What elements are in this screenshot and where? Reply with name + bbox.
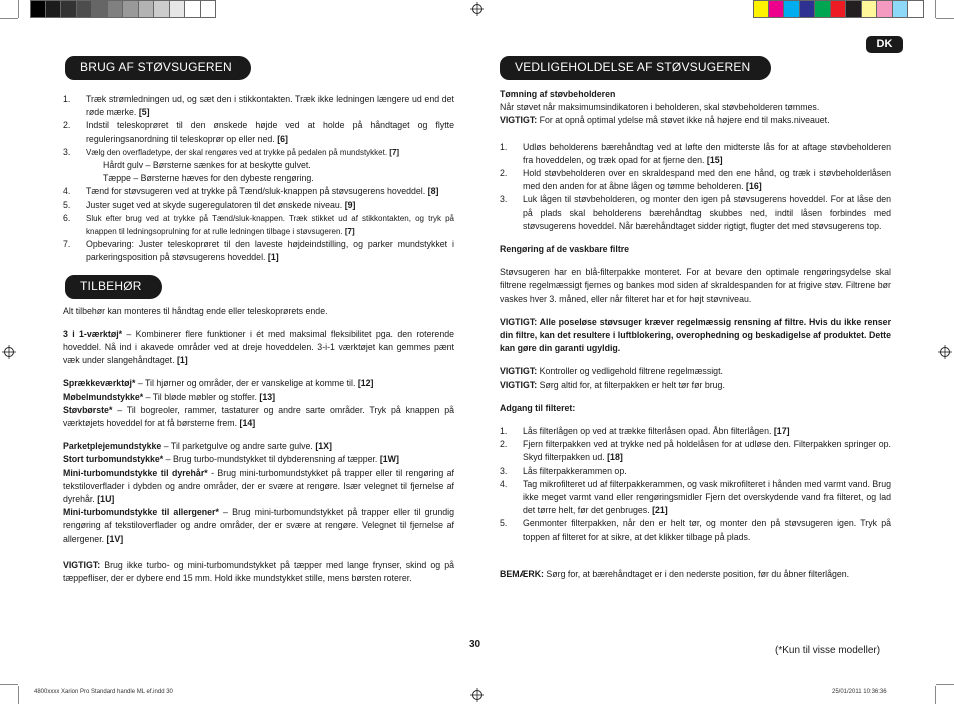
crop-mark <box>18 686 19 704</box>
list-item: 2. Indstil teleskoprøret til den ønskede højde ved at holde på håndtaget og flytte reguleringsanordning til teleskoprør op eller ned. [6] <box>63 120 454 144</box>
usage-steps <box>63 93 454 265</box>
important-note-turbo: VIGTIGT: Brug ikke turbo- og mini-turbomundstykket på tæpper med lange frynser, skind og på tæppefliser, der er dybere end 15 mm. Hold ikke mundstykket stille, mens børsten roterer. <box>63 559 454 584</box>
list-item: 5. Juster suget ved at skyde sugeregulatoren til det ønskede niveau. [9] <box>63 199 356 210</box>
color-swatch <box>769 0 785 18</box>
list-item: 3. Luk lågen til støvbeholderen, og monter den igen på støvsugerens hoveddel. For at låse den på plads skal beholderens bærehåndtag skubbes ned, indtil låsen forbindes med støvsugerens hoveddel. Når bærehåndtaget sidder rigtigt, flugter det med støvsugerens top. <box>500 194 891 231</box>
crop-mark <box>0 18 18 19</box>
color-swatch <box>908 0 924 18</box>
language-badge: DK <box>866 36 903 53</box>
emptying-important: VIGTIGT: For at opnå optimal ydelse må støvet ikke nå højere end til maks.niveauet. <box>500 115 830 126</box>
list-item: 7. Opbevaring: Juster teleskoprøret til den laveste højdeindstilling, og parker mundstykket i parkeringsposition på støvsugerens hoveddel. [1] <box>63 239 454 263</box>
section-header-accessories: TILBEHØR <box>65 275 162 299</box>
filters-warning: VIGTIGT: Alle poseløse støvsuger kræver regelmæssig rensning af filtre. Hvis du ikke renser din filtre, kan det resultere i luftblokering, overophedning og beskadigelse af produktet. Dette kan gøre din garanti ugyldig. <box>500 316 891 354</box>
color-swatch <box>800 0 816 18</box>
color-swatch <box>831 0 847 18</box>
list-item: 6. Sluk efter brug ved at trykke på Tænd/sluk-knappen. Træk stikket ud af stikkontakten, og tryk på knappen til ledningsoprulning for at rulle ledningen tilbage i støvsugeren. [7] <box>63 212 454 237</box>
tool-turbo: Stort turbomundstykke* – Brug turbo-mundstykket til dybderensning af tæpper. [1W] <box>63 454 399 465</box>
list-item: 2. Hold støvbeholderen over en skraldespand med den ene hånd, og træk i støvbeholderlåsen med den anden for at åbne lågen og tømme beholderen. [16] <box>500 168 891 192</box>
section-header-maintenance: VEDLIGEHOLDELSE AF STØVSUGEREN <box>500 56 771 80</box>
color-swatch <box>201 0 217 18</box>
color-swatch <box>108 0 124 18</box>
filter-access-steps <box>500 425 891 544</box>
important-dry-filters: VIGTIGT: Sørg altid for, at filterpakken er helt tør før brug. <box>500 379 725 390</box>
cmyk-color-bar <box>753 0 924 18</box>
registration-mark-icon <box>470 2 484 16</box>
crop-mark <box>936 684 954 685</box>
color-swatch <box>61 0 77 18</box>
color-swatch <box>185 0 201 18</box>
list-item: 1. Træk strømledningen ud, og sæt den i stikkontakten. Træk ikke ledningen længere ud end det røde mærke. [5] <box>63 94 454 118</box>
print-slug-date: 25/01/2011 10:36:36 <box>832 689 887 695</box>
color-swatch <box>154 0 170 18</box>
grayscale-color-bar <box>30 0 216 18</box>
crop-mark <box>935 0 936 18</box>
crop-mark <box>0 684 18 685</box>
color-swatch <box>92 0 108 18</box>
list-item: 4. Tænd for støvsugeren ved at trykke på Tænd/sluk-knappen på støvsugerens hoveddel. [8] <box>63 186 439 197</box>
list-item: 4. Tag mikrofilteret ud af filterpakkerammen, og vask mikrofilteret i hånden med varmt vand. Brug ikke meget varmt vand eller rengøringsmidler Fjern det overskydende vand fra filteret, og lad det tørre helt, før det genbruges. [21] <box>500 478 891 516</box>
crop-mark <box>18 0 19 18</box>
accessories-intro: Alt tilbehør kan monteres til håndtag ende eller teleskoprørets ende. <box>63 305 328 316</box>
registration-mark-icon <box>2 345 16 359</box>
list-sub-item: Hårdt gulv – Børsterne sænkes for at beskytte gulvet. <box>103 160 311 171</box>
color-swatch <box>815 0 831 18</box>
color-swatch <box>123 0 139 18</box>
color-swatch <box>30 0 46 18</box>
subheading-filter-access: Adgang til filteret: <box>500 402 576 413</box>
tool-furniture: Møbelmundstykke* – Til bløde møbler og stoffer. [13] <box>63 391 276 402</box>
registration-mark-icon <box>470 688 484 702</box>
color-swatch <box>893 0 909 18</box>
list-item: 3. Lås filterpakkerammen op. <box>500 465 627 476</box>
note-carry-handle: BEMÆRK: Sørg for, at bærehåndtaget er i den nederste position, før du åbner filterlågen. <box>500 568 850 579</box>
list-sub-item: Tæppe – Børsterne hæves for den dybeste rengøring. <box>103 173 314 184</box>
list-item: 1. Lås filterlågen op ved at trække filterlåsen opad. Åbn filterlågen. [17] <box>500 426 790 437</box>
page-number: 30 <box>469 639 481 650</box>
list-item: 5. Genmonter filterpakken, når den er helt tør, og monter den på støvsugeren igen. Tryk på toppen af filteret for at sikre, at det klikker tilbage på plads. <box>500 518 891 542</box>
emptying-steps <box>500 141 891 233</box>
crop-mark <box>936 18 954 19</box>
color-swatch <box>846 0 862 18</box>
crop-mark <box>935 686 936 704</box>
emptying-intro: Når støvet når maksimumsindikatoren i beholderen, skal støvbeholderen tømmes. <box>500 102 820 113</box>
right-column <box>500 56 891 581</box>
section-header-usage: BRUG AF STØVSUGEREN <box>65 56 251 80</box>
color-swatch <box>753 0 769 18</box>
important-check-filters: VIGTIGT: Kontroller og vedligehold filtrene regelmæssigt. <box>500 366 723 377</box>
filters-intro: Støvsugeren har en blå-filterpakke monteret. For at bevare den optimale rengøringsydelse skal filtrene regelmæssigt fjernes og bankes mod siden af skraldespanden for at frigive støv. Filtrene bør vaskes hver 3. måned, eller når filteret har et for højt støvniveau. <box>500 267 891 304</box>
color-swatch <box>862 0 878 18</box>
tool-dust-brush: Støvbørste* – Til bogreoler, rammer, tastaturer og andre sarte områder. Tryk på knappen på værktøjets hoveddel for at få børsterne frem. [14] <box>63 404 454 429</box>
color-swatch <box>77 0 93 18</box>
registration-mark-icon <box>938 345 952 359</box>
list-item: 1. Udløs beholderens bærehåndtag ved at løfte den midterste lås for at aftage støvbeholderen fra hoveddelen, og træk opad for at fjerne den. [15] <box>500 141 891 165</box>
tool-parquet: Parketplejemundstykke – Til parketgulve og andre sarte gulve. [1X] <box>63 441 332 452</box>
list-item: 3. Vælg den overfladetype, der skal rengøres ved at trykke på pedalen på mundstykket. [7] <box>63 146 400 157</box>
color-swatch <box>784 0 800 18</box>
tool-crevice: Sprækkeværktøj* – Til hjørner og områder, der er vanskelige at komme til. [12] <box>63 378 374 389</box>
print-slug-file: 4800xxxx Xarion Pro Standard handle ML ef.indd 30 <box>34 689 173 695</box>
list-item: 2. Fjern filterpakken ved at trykke ned på holdelåsen for at udløse den. Filterpakken springer op. Skyd filterpakken ud. [18] <box>500 439 891 463</box>
tool-3in1: 3 i 1-værktøj* – Kombinerer flere funktioner i ét med maksimal fleksibilitet pga. den roterende hoveddel. Nå ind i akavede områder ved at dreje hoveddelen. 3-i-1 værktøjet kan gemmes pænt væk under slangehåndtaget. [1] <box>63 328 455 366</box>
tool-mini-turbo-allergy: Mini-turbomundstykke til allergener* – Brug mini-turbomundstykket på trapper eller til grundig rengøring af tekstiloverflader og andre områder, der er svære at rengøre. Velegnet til fjernelse af allergener. [1V] <box>63 507 454 544</box>
footnote-some-models: (*Kun til visse modeller) <box>775 645 881 656</box>
color-swatch <box>139 0 155 18</box>
color-swatch <box>46 0 62 18</box>
subheading-emptying: Tømning af støvbeholderen <box>500 89 616 99</box>
color-swatch <box>170 0 186 18</box>
tool-mini-turbo-pet: Mini-turbomundstykke til dyrehår* - Brug mini-turbomundstykket på trapper eller til rengøring af tekstiloverflader i dybden og andre områder, der er svære at rengøre. Især velegnet til fjernelse af dyrehår. [1U] <box>63 467 454 505</box>
color-swatch <box>877 0 893 18</box>
subheading-washable-filters: Rengøring af de vaskbare filtre <box>500 244 630 255</box>
left-column <box>63 56 454 585</box>
